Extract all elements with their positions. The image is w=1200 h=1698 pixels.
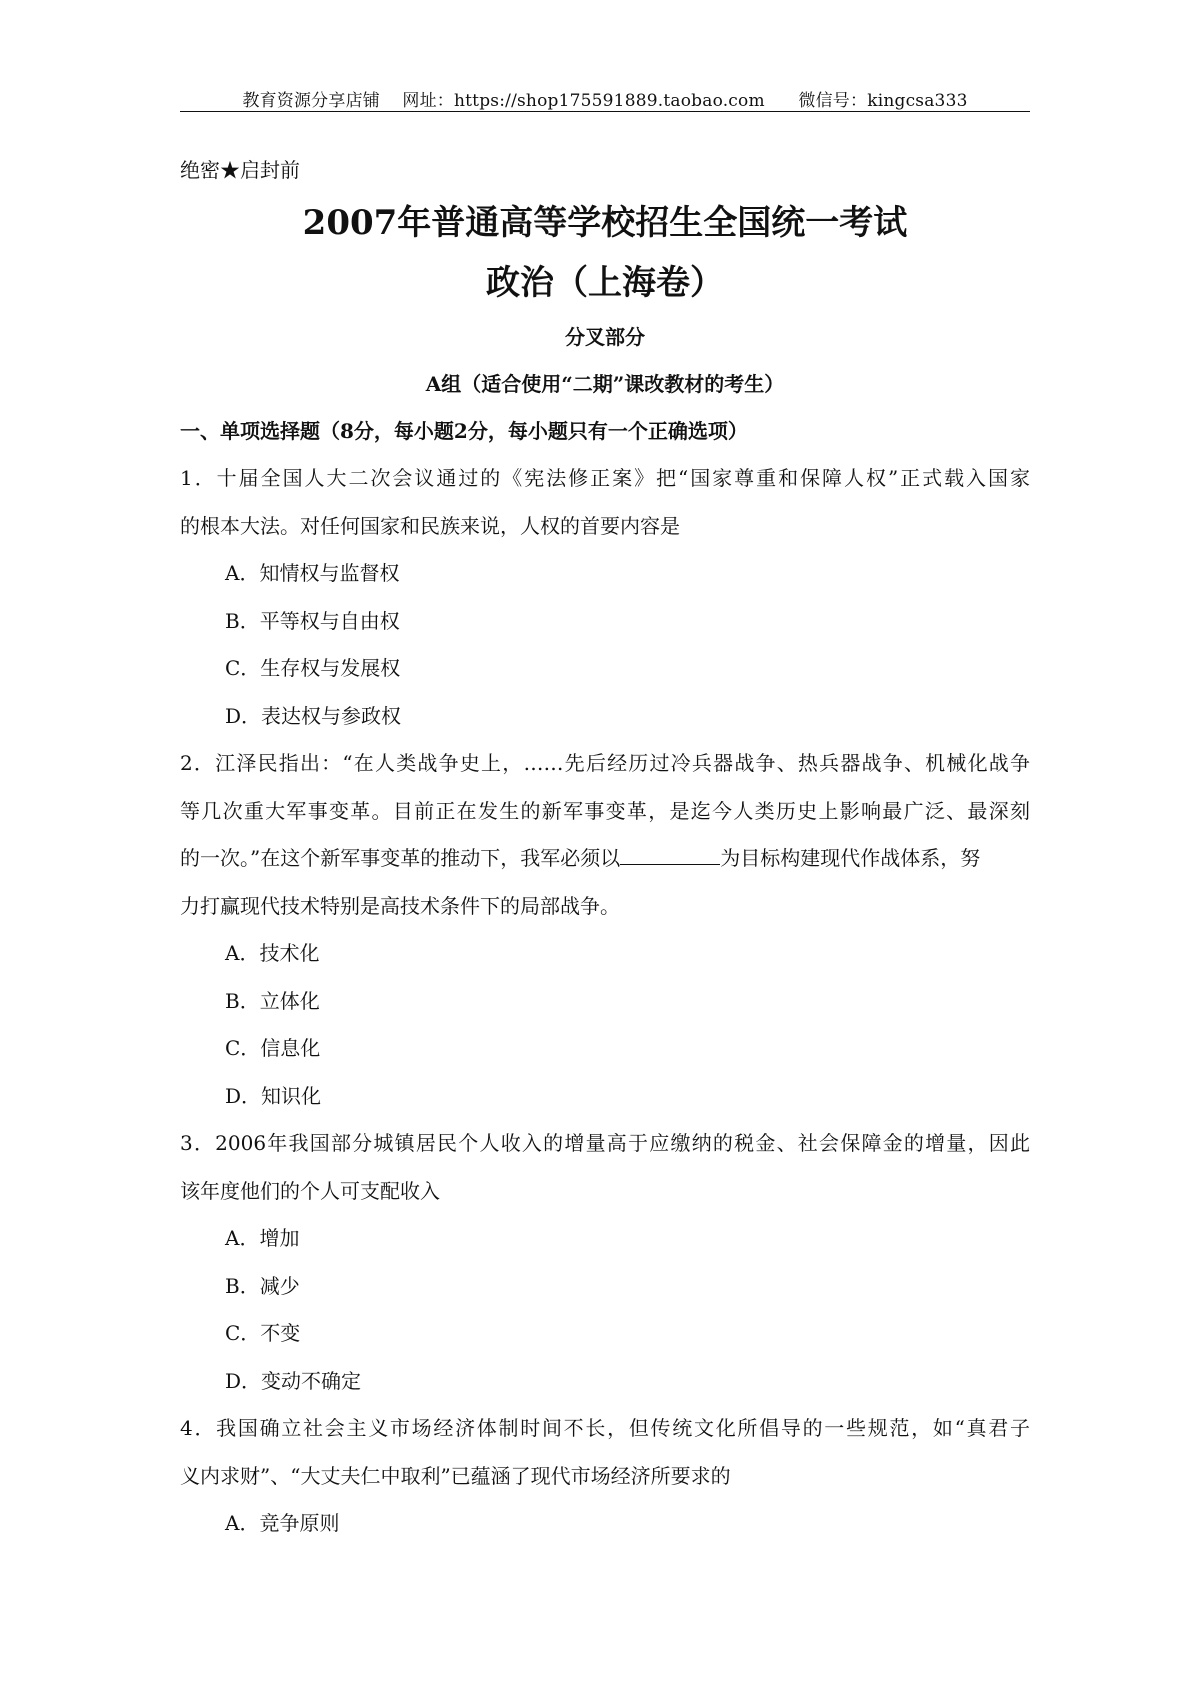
answer-option: C．不变 bbox=[225, 1321, 301, 1345]
exam-title: 2007年普通高等学校招生全国统一考试 bbox=[302, 203, 908, 243]
header-website: 网址：https://shop175591889.taobao.com bbox=[402, 91, 765, 111]
question-text-line: 义内求财”、“大丈夫仁中取利”已蕴涵了现代市场经济所要求的 bbox=[180, 1463, 731, 1488]
page-header bbox=[180, 86, 1030, 111]
question-text-line: 1．十届全国人大二次会议通过的《宪法修正案》把“国家尊重和保障人权”正式载入国家 bbox=[180, 466, 1030, 490]
question-text-line: 2．江泽民指出：“在人类战争史上，……先后经历过冷兵器战争、热兵器战争、机械化战争 bbox=[180, 751, 1030, 775]
question-text-segment: 为目标构建现代作战体系，努 bbox=[720, 846, 981, 870]
question-2 bbox=[180, 740, 1030, 1120]
group-label: A组（适合使用“二期”课改教材的考生） bbox=[425, 372, 785, 396]
answer-option: C．信息化 bbox=[225, 1036, 321, 1060]
answer-option: A．技术化 bbox=[225, 941, 320, 965]
answer-option: C．生存权与发展权 bbox=[225, 656, 401, 680]
fill-in-blank bbox=[620, 840, 720, 865]
answer-option: D．知识化 bbox=[225, 1083, 322, 1108]
header-shop-name: 教育资源分享店铺 bbox=[242, 91, 380, 111]
question-text-line: 该年度他们的个人可支配收入 bbox=[180, 1178, 440, 1203]
secret-mark: 绝密★启封前 bbox=[180, 158, 300, 182]
answer-option: D．表达权与参政权 bbox=[225, 703, 402, 728]
question-4 bbox=[180, 1405, 1030, 1548]
question-3 bbox=[180, 1120, 1030, 1405]
answer-option: A．增加 bbox=[225, 1226, 300, 1250]
question-text-line: 3．2006年我国部分城镇居民个人收入的增量高于应缴纳的税金、社会保障金的增量，因此 bbox=[180, 1131, 1030, 1155]
question-text-segment: 的一次。”在这个新军事变革的推动下，我军必须以 bbox=[180, 846, 621, 870]
exam-content bbox=[180, 152, 1030, 1548]
answer-option: B．立体化 bbox=[225, 988, 320, 1013]
answer-option: B．减少 bbox=[225, 1273, 300, 1298]
question-1 bbox=[180, 455, 1030, 740]
answer-option: A．知情权与监督权 bbox=[225, 561, 400, 585]
question-text-line bbox=[180, 835, 1030, 883]
header-wechat: 微信号：kingcsa333 bbox=[798, 91, 968, 111]
answer-option: A．竞争原则 bbox=[225, 1511, 340, 1535]
section-heading: 一、单项选择题（8分，每小题2分，每小题只有一个正确选项） bbox=[180, 419, 748, 443]
answer-option: D．变动不确定 bbox=[225, 1368, 362, 1393]
exam-subtitle: 政治（上海卷） bbox=[486, 263, 724, 303]
answer-option: B．平等权与自由权 bbox=[225, 608, 400, 633]
question-text-line: 4．我国确立社会主义市场经济体制时间不长，但传统文化所倡导的一些规范，如“真君子 bbox=[180, 1416, 1030, 1440]
question-text-line: 的根本大法。对任何国家和民族来说，人权的首要内容是 bbox=[180, 513, 680, 538]
part-label: 分叉部分 bbox=[565, 325, 645, 349]
question-text-line: 力打赢现代技术特别是高技术条件下的局部战争。 bbox=[180, 893, 620, 918]
question-text-line: 等几次重大军事变革。目前正在发生的新军事变革，是迄今人类历史上影响最广泛、最深刻 bbox=[180, 798, 1030, 823]
header-divider bbox=[180, 111, 1030, 112]
